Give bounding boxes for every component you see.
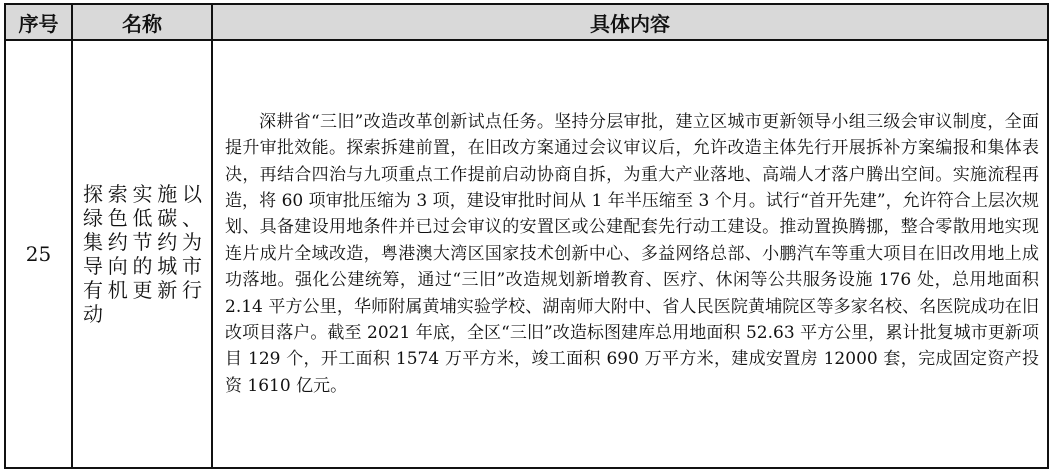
row-number: 25 bbox=[25, 242, 52, 266]
header-name: 名称 bbox=[72, 4, 212, 40]
row-name: 探索实施以绿色低碳、集约节约为导向的城市有机更新行动 bbox=[83, 182, 203, 326]
policy-table bbox=[4, 3, 1049, 469]
row-number-cell bbox=[5, 40, 72, 468]
row-name-cell bbox=[72, 40, 212, 468]
header-content: 具体内容 bbox=[212, 4, 1048, 40]
table-header bbox=[5, 4, 1048, 40]
header-row bbox=[5, 4, 1048, 40]
table-body bbox=[5, 40, 1048, 468]
table-row bbox=[5, 40, 1048, 468]
header-number: 序号 bbox=[5, 4, 72, 40]
row-content: 深耕省“三旧”改造改革创新试点任务。坚持分层审批，建立区城市更新领导小组三级会审议制度，全面提升审批效能。探索拆建前置，在旧改方案通过会议审议后，允许改造主体先行开展拆补方案编报和集体表决，再结合四治与九项重点工作提前启动协商自拆，为重大产业落地、高端人才落户腾出空间。实施流程再造，将 60 项审批压缩为 3 项，建设审批时间从 1 年半压缩至 3 个月。试行“首开先建”，允许符合上层次规划、具备建设用地条件并已过会审议的安置区或公建配套先行动工建设。推动置换腾挪，整合零散用地实现连片成片全域改造，粤港澳大湾区国家技术创新中心、多益网络总部、小鹏汽车等重大项目在旧改用地上成功落地。强化公建统筹，通过“三旧”改造规划新增教育、医疗、休闲等公共服务设施 176 处，总用地面积 2.14 平方公里，华师附属黄埔实验学校、湖南师大附中、省人民医院黄埔院区等多家名校、名医院成功在旧改项目落户。截至 2021 年底，全区“三旧”改造标图建库总用地面积 52.63 平方公里，累计批复城市更新项目 129 个，开工面积 1574 万平方米，竣工面积 690 万平方米，建成安置房 12000 套，完成固定资产投资 1610 亿元。 bbox=[225, 111, 1039, 396]
row-content-cell bbox=[212, 40, 1048, 468]
